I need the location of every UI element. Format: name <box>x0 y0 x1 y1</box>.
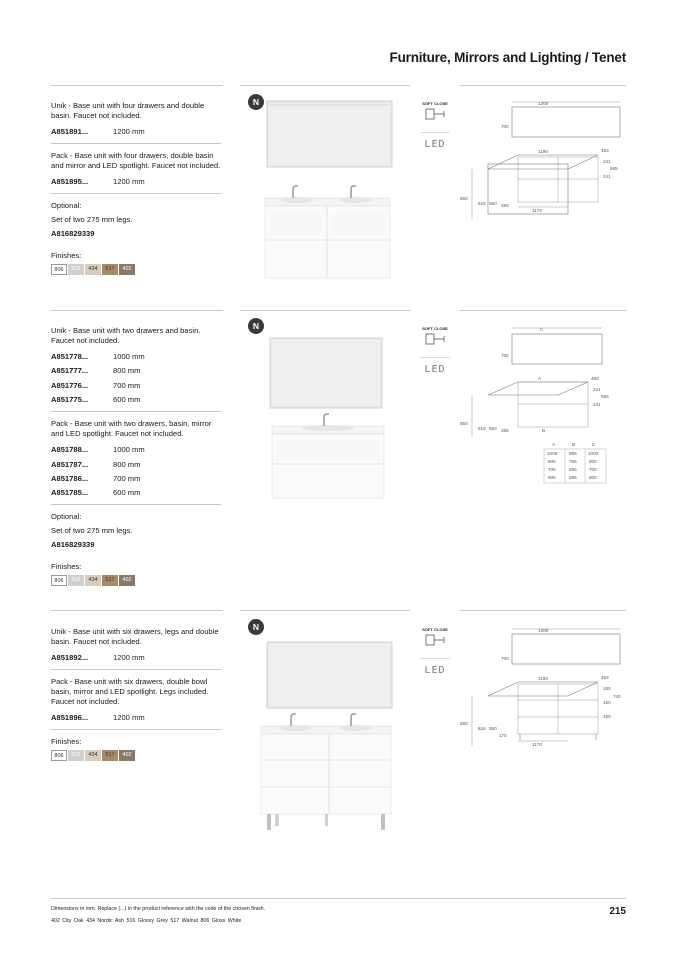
finish-swatches <box>51 750 221 761</box>
new-badge: N <box>248 619 264 635</box>
dim-depth: 453 <box>601 675 609 680</box>
swatch-434: 434 <box>85 750 101 761</box>
footer-rule <box>51 898 626 899</box>
table-cell: 605 <box>548 475 556 480</box>
product-size: 1200 mm <box>113 127 145 136</box>
rule-left-2 <box>51 310 223 311</box>
footer-finishes: 402 City Oak 434 Nordic Ash 516 Glossy Grey 517 Walnut 806 Gloss White <box>51 918 242 924</box>
optional-code: A816829339 <box>51 540 95 550</box>
unit-description: Unik - Base unit with four drawers and double basin. Faucet not included. <box>51 101 205 120</box>
product-row <box>51 381 221 391</box>
led-icon: LED <box>424 364 446 375</box>
soft-close-label: SOFT CLOSE <box>422 326 448 331</box>
optional-code: A816829339 <box>51 229 95 238</box>
table-cell: 685 <box>569 467 577 472</box>
rule-left-3 <box>51 610 223 611</box>
rule-right-3 <box>460 610 626 611</box>
new-badge: N <box>248 94 264 110</box>
rule-mid-3 <box>240 610 410 611</box>
section-3-text <box>51 627 221 761</box>
pack-description: Pack - Base unit with two drawers, basin, mirror and LED spotlight. Faucet not included. <box>51 419 212 439</box>
dim-616: 616 <box>478 726 486 731</box>
product-row <box>51 352 221 362</box>
product-size: 600 mm <box>113 395 141 405</box>
dim-width-top: 1200 <box>538 101 549 106</box>
product-row <box>51 713 221 723</box>
separator <box>51 411 221 412</box>
technical-drawing-2 <box>458 322 628 487</box>
page-title: Furniture, Mirrors and Lighting / Tenet <box>389 50 626 65</box>
rule-right-2 <box>460 310 626 311</box>
dim-550: 550 <box>489 726 497 731</box>
table-cell: 800 <box>589 459 597 464</box>
product-code: A851786... <box>51 473 89 483</box>
product-row <box>51 460 221 470</box>
product-size: 600 mm <box>113 488 141 498</box>
product-code: A851895... <box>51 177 89 186</box>
soft-close-icon <box>420 632 450 650</box>
feature-icons <box>420 627 450 676</box>
dim-bottom-width: 1170 <box>532 742 542 747</box>
swatch-806: 806 <box>51 575 67 586</box>
table-cell: 585 <box>569 475 577 480</box>
swatch-516: 516 <box>68 575 84 586</box>
dim-850: 850 <box>460 721 468 726</box>
product-size: 1200 mm <box>113 177 145 186</box>
product-size: 700 mm <box>113 473 141 483</box>
product-row <box>51 445 221 455</box>
swatch-402: 402 <box>119 264 135 275</box>
icon-separator <box>420 132 450 133</box>
pack-description: Pack - Base unit with four drawers, double basin and mirror and LED spotlight. Faucet not included. <box>51 151 221 170</box>
dim-mirror-height: 700 <box>501 124 509 129</box>
led-icon: LED <box>424 665 446 676</box>
product-size: 1200 mm <box>113 713 145 722</box>
product-code: A851891... <box>51 127 89 136</box>
optional-description: Set of two 275 mm legs. <box>51 215 133 224</box>
optional-label: Optional: <box>51 201 82 210</box>
product-code: A851778... <box>51 352 89 361</box>
product-size: 700 mm <box>113 380 141 390</box>
swatch-402: 402 <box>119 575 135 586</box>
dim-basin-width: 1190 <box>538 149 548 154</box>
dim-width-top: 1200 <box>538 628 549 633</box>
feature-icons <box>420 101 450 150</box>
footer-note: Dimensions in mm. Replace (...) in the product reference with the code of the chosen finish. <box>51 906 266 912</box>
dim-h3: 241 <box>603 174 611 179</box>
dim-740: 740 <box>613 694 621 699</box>
product-image-double-basin-6-drawers-legs <box>255 630 405 835</box>
table-header-a: A <box>552 442 556 447</box>
finish-swatches <box>51 264 221 275</box>
table-cell: 700 <box>589 467 597 472</box>
dim-h1: 241 <box>603 159 611 164</box>
swatch-806: 806 <box>51 750 67 761</box>
product-row <box>51 653 221 663</box>
soft-close-icon <box>420 106 450 124</box>
product-row <box>51 366 221 376</box>
product-code: A851775... <box>51 395 89 405</box>
finishes-label: Finishes: <box>51 562 82 572</box>
dim-285: 285 <box>501 203 509 208</box>
dim-h3: 241 <box>593 402 601 407</box>
icon-separator <box>420 658 450 659</box>
product-row <box>51 395 221 405</box>
rule-mid-1 <box>240 85 410 86</box>
dim-850: 850 <box>460 421 468 426</box>
dim-h2: 585 <box>610 166 618 171</box>
swatch-806: 806 <box>51 264 67 275</box>
table-cell: 1000 <box>588 451 599 456</box>
dim-c: C <box>540 327 544 332</box>
feature-icons <box>420 326 450 375</box>
rule-right-1 <box>460 85 626 86</box>
product-size: 1000 mm <box>113 352 145 361</box>
table-cell: 805 <box>548 459 556 464</box>
dim-550: 550 <box>489 201 497 206</box>
table-cell: 985 <box>569 451 577 456</box>
swatch-517: 517 <box>102 575 118 586</box>
dim-616: 616 <box>478 426 486 431</box>
dim-160-b: 160 <box>603 700 611 705</box>
product-image-double-basin-4-drawers <box>255 96 405 296</box>
product-row <box>51 488 221 498</box>
finishes-label: Finishes: <box>51 737 82 746</box>
separator <box>51 143 221 144</box>
product-code: A851785... <box>51 488 89 498</box>
product-row <box>51 177 221 187</box>
dim-a: A <box>538 376 542 381</box>
swatch-516: 516 <box>68 264 84 275</box>
unit-description: Unik - Base unit with two drawers and basin. Faucet not included. <box>51 326 201 345</box>
product-row <box>51 127 221 137</box>
product-image-single-basin-2-drawers <box>260 330 400 510</box>
technical-drawing-3 <box>458 624 628 752</box>
table-cell: 600 <box>589 475 597 480</box>
separator <box>51 729 221 730</box>
finish-swatches <box>51 575 221 586</box>
dim-160-c: 160 <box>603 714 611 719</box>
swatch-517: 517 <box>102 264 118 275</box>
dim-170: 170 <box>499 733 507 738</box>
dim-160-a: 160 <box>603 686 611 691</box>
table-cell: 705 <box>548 467 556 472</box>
swatch-517: 517 <box>102 750 118 761</box>
product-code: A851776... <box>51 380 89 390</box>
product-code: A851788... <box>51 445 89 455</box>
optional-description: Set of two 275 mm legs. <box>51 526 133 536</box>
dim-285: 285 <box>501 428 509 433</box>
swatch-402: 402 <box>119 750 135 761</box>
product-code: A851892... <box>51 653 89 662</box>
rule-left-1 <box>51 85 223 86</box>
separator <box>51 669 221 670</box>
dim-bottom-width: 1170 <box>532 208 542 213</box>
dim-mirror-height: 700 <box>501 353 509 358</box>
swatch-434: 434 <box>85 264 101 275</box>
table-header-b: B <box>572 442 576 447</box>
section-1-text <box>51 101 221 275</box>
separator <box>51 504 221 505</box>
icon-separator <box>420 357 450 358</box>
table-cell: 785 <box>569 459 577 464</box>
unit-description: Unik - Base unit with six drawers, legs and double basin. Faucet not included. <box>51 627 219 646</box>
pack-description: Pack - Base unit with six drawers, double bowl basin, mirror and LED spotlight. Legs included. Faucet not included. <box>51 677 209 706</box>
product-code: A851777... <box>51 366 89 376</box>
product-size: 800 mm <box>113 366 141 376</box>
dim-850: 850 <box>460 196 468 201</box>
product-code: A851896... <box>51 713 89 722</box>
technical-drawing-1 <box>458 97 628 222</box>
separator <box>51 193 221 194</box>
dim-550: 550 <box>489 426 497 431</box>
product-size: 1200 mm <box>113 653 145 662</box>
rule-mid-2 <box>240 310 410 311</box>
dim-616: 616 <box>478 201 486 206</box>
dim-b: B <box>542 428 546 433</box>
soft-close-label: SOFT CLOSE <box>422 627 448 632</box>
table-cell: 1005 <box>547 451 558 456</box>
dim-depth: 453 <box>601 148 609 153</box>
product-code: A851787... <box>51 459 89 469</box>
dim-h2: 585 <box>601 394 609 399</box>
swatch-516: 516 <box>68 750 84 761</box>
dim-basin-width: 1190 <box>538 676 548 681</box>
page-number: 215 <box>609 906 626 917</box>
product-size: 800 mm <box>113 459 141 469</box>
product-size: 1000 mm <box>113 445 145 455</box>
finishes-label: Finishes: <box>51 251 82 260</box>
dim-mirror-height: 700 <box>501 656 509 661</box>
dim-h1: 241 <box>593 387 601 392</box>
soft-close-label: SOFT CLOSE <box>422 101 448 106</box>
new-badge: N <box>248 318 264 334</box>
dim-depth: 460 <box>591 376 599 381</box>
table-header-c: C <box>592 442 596 447</box>
soft-close-icon <box>420 331 450 349</box>
led-icon: LED <box>424 139 446 150</box>
optional-label: Optional: <box>51 512 82 522</box>
section-2-text <box>51 326 221 586</box>
swatch-434: 434 <box>85 575 101 586</box>
product-row <box>51 474 221 484</box>
